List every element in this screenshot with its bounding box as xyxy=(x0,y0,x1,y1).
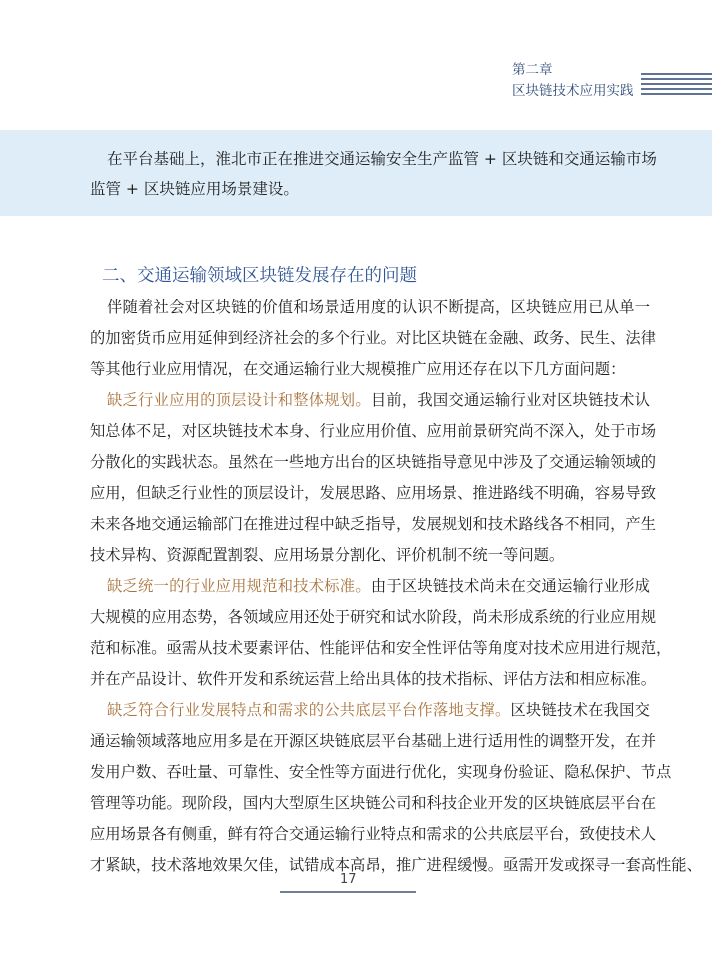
paragraph-line: 知总体不足，对区块链技术本身、行业应用价值、应用前景研究尚不深入，处于市场 xyxy=(90,422,656,440)
paragraph-line: 应用场景各有侧重，鲜有符合交通运输行业特点和需求的公共底层平台，致使技术人 xyxy=(90,825,656,843)
chapter-title: 区块链技术应用实践 xyxy=(512,83,634,99)
paragraph-line: 等其他行业应用情况，在交通运输行业大规模推广应用还存在以下几方面问题： xyxy=(90,360,626,378)
callout-line: 在平台基础上，淮北市正在推进交通运输安全生产监管 + 区块链和交通运输市场 xyxy=(107,150,657,168)
callout-box xyxy=(0,130,712,216)
paragraph-line: 管理等功能。现阶段，国内大型原生区块链公司和科技企业开发的区块链底层平台在 xyxy=(90,794,656,812)
highlighted-lead: 缺乏行业应用的顶层设计和整体规划。 xyxy=(107,391,371,409)
paragraph-line: 发用户数、吞吐量、可靠性、安全性等方面进行优化，实现身份验证、隐私保护、节点 xyxy=(90,763,672,781)
paragraph-line: 技术异构、资源配置割裂、应用场景分割化、评价机制不统一等问题。 xyxy=(90,546,565,564)
body-text xyxy=(90,292,702,881)
running-header xyxy=(512,60,634,102)
paragraph-text: 区块链技术在我国交 xyxy=(510,701,650,719)
paragraph-line: 范和标准。亟需从技术要素评估、性能评估和安全性评估等角度对技术应用进行规范， xyxy=(90,639,672,657)
callout-line: 监管 + 区块链应用场景建设。 xyxy=(90,180,299,198)
highlighted-lead: 缺乏符合行业发展特点和需求的公共底层平台作落地支撑。 xyxy=(107,701,511,719)
paragraph-line: 伴随着社会对区块链的价值和场景适用度的认识不断提高，区块链应用已从单一 xyxy=(107,298,650,316)
chapter-label: 第二章 xyxy=(512,62,553,78)
header-decoration-lines xyxy=(641,73,712,98)
paragraph-line: 并在产品设计、软件开发和系统运营上给出具体的技术指标、评估方法和相应标准。 xyxy=(90,670,656,688)
paragraph-text: 由于区块链技术尚未在交通运输行业形成 xyxy=(370,577,650,595)
paragraph-line: 未来各地交通运输部门在推进过程中缺乏指导，发展规划和技术路线各不相同，产生 xyxy=(90,515,656,533)
paragraph-line xyxy=(90,695,650,726)
paragraph-line: 通运输领域落地应用多是在开源区块链底层平台基础上进行适用性的调整开发，在并 xyxy=(90,732,656,750)
paragraph-line: 才紧缺，技术落地效果欠佳，试错成本高昂，推广进程缓慢。亟需开发或探寻一套高性能、 xyxy=(90,856,702,874)
paragraph-line: 应用，但缺乏行业性的顶层设计，发展思路、应用场景、推进路线不明确，容易导致 xyxy=(90,484,656,502)
paragraph-line: 分散化的实践状态。虽然在一些地方出台的区块链指导意见中涉及了交通运输领域的 xyxy=(90,453,656,471)
paragraph-line xyxy=(90,385,650,416)
page-number-underline xyxy=(280,891,416,893)
page-number: 17 xyxy=(340,872,357,887)
section-heading: 二、交通运输领域区块链发展存在的问题 xyxy=(102,266,417,286)
highlighted-lead: 缺乏统一的行业应用规范和技术标准。 xyxy=(107,577,371,595)
paragraph-line: 大规模的应用态势，各领域应用还处于研究和试水阶段，尚未形成系统的行业应用规 xyxy=(90,608,656,626)
paragraph-text: 目前，我国交通运输行业对区块链技术认 xyxy=(370,391,650,409)
paragraph-line xyxy=(90,571,650,602)
paragraph-line: 的加密货币应用延伸到经济社会的多个行业。对比区块链在金融、政务、民生、法律 xyxy=(90,329,656,347)
